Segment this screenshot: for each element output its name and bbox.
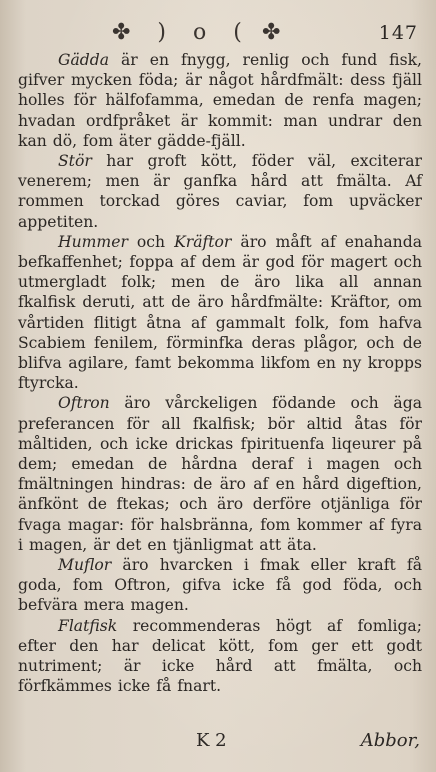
- term-stor: Stör: [58, 152, 92, 171]
- paragraph-muslor: [18, 555, 422, 616]
- page-body: [18, 50, 422, 697]
- term-muslor: Muflor: [58, 556, 112, 575]
- paragraph-text: är en fnygg, renlig och fund fisk, gifver mycken föda; är något hårdfmält: dess fjäll holles för hälfofamma, emedan de renfa magen; hvadan ordfpråket är kommit: man undrar den kan dö, fom äter gädde-fjäll.: [18, 51, 422, 150]
- paragraph-text: äro måft af enahanda befkaffenhet; foppa af dem är god för magert och utmergladt folk; men de äro lika all annan fkalfisk deruti, att de äro hårdfmälte: Kräftor, om vårtiden flitigt åtna af gammalt folk, fom hafva Scabiem fenilem, förminfka deras plågor, och de blifva agilare, famt bekomma likfom en ny kropps ftyrcka.: [18, 232, 422, 393]
- paragraph-gadda: [18, 50, 422, 151]
- paragraph-hummer: [18, 232, 422, 394]
- page-header: [0, 20, 436, 48]
- term-gadda: Gädda: [58, 51, 110, 69]
- page-footer: [0, 730, 436, 756]
- term-hummer: Hummer: [58, 232, 128, 251]
- header-ornament-right: ✤: [262, 20, 291, 45]
- paragraph-flatfisk: [18, 616, 422, 697]
- paragraph-stor: [18, 151, 422, 232]
- paragraph-text: äro vårckeligen födande och äga preferancen för all fkalfisk; bör altid åtas för måltiden, och icke drickas fpirituenfa liqeurer på dem; emedan de hårdna deraf i magen och fmältningen hindras: de äro af en hård digeftion, änfkönt de ftekas; och äro derföre otjänliga för fvaga magar: för halsbränna, fom kommer af fyra i magen, är det en tjänligmat att äta.: [18, 394, 422, 554]
- term-ostron: Oftron: [58, 394, 110, 413]
- paragraph-text: recommenderas högt af fomliga; efter den har delicat kött, fom ger ett godt nutriment; är icke hård att fmälta, och förfkämmes icke få fnart.: [18, 616, 422, 696]
- conjunction: och: [127, 232, 175, 251]
- page-number: 147: [378, 22, 418, 44]
- catchword: Abbor,: [360, 730, 420, 751]
- term-kraftor: Kräftor: [174, 232, 232, 251]
- signature-mark: K 2: [196, 730, 227, 751]
- paragraph-text: äro hvarcken i fmak eller kraft få goda, fom Oftron, gifva icke få god föda, och befvära mera magen.: [18, 556, 422, 615]
- header-ornament-left: ✤ ) o (: [112, 20, 252, 45]
- paragraph-text: har groft kött, föder väl, exciterar venerem; men är ganfka hård att fmälta. Af rommen torckad göres caviar, fom upväcker appetiten.: [18, 152, 422, 231]
- paragraph-ostron: [18, 393, 422, 555]
- term-flatfisk: Flatfisk: [58, 616, 118, 635]
